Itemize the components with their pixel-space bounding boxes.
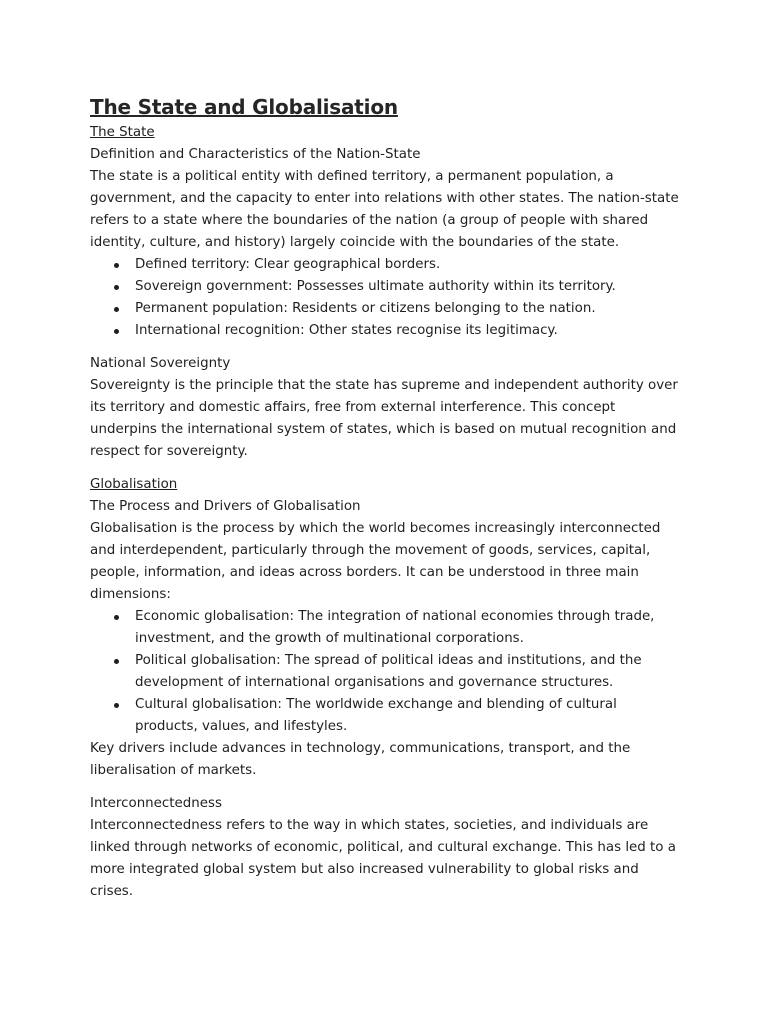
paragraph: Interconnectedness refers to the way in which states, societies, and individuals are linked through networks of economic, political, and cultural exchange. This has led to a more integrated global system but also increased vulnerability to global risks and crises. xyxy=(90,818,676,899)
bullet-item: Cultural globalisation: The worldwide exchange and blending of cultural products, values, and lifestyles. xyxy=(135,694,680,738)
spacer xyxy=(90,782,680,793)
section-heading: The State xyxy=(90,125,155,140)
subheading: The Process and Drivers of Globalisation xyxy=(90,499,361,514)
bullet-item: Permanent population: Residents or citizens belonging to the nation. xyxy=(135,298,680,320)
bullet-item: Defined territory: Clear geographical borders. xyxy=(135,254,680,276)
bullet-item: Sovereign government: Possesses ultimate authority within its territory. xyxy=(135,276,680,298)
section-the-state xyxy=(90,122,680,463)
subheading: Interconnectedness xyxy=(90,796,222,811)
paragraph: Sovereignty is the principle that the state has supreme and independent authority over its territory and domestic affairs, free from external interference. This concept underpins the international system of states, which is based on mutual recognition and respect for sovereignty. xyxy=(90,378,678,459)
paragraph: The state is a political entity with defined territory, a permanent population, a government, and the capacity to enter into relations with other states. The nation-state refers to a state where the boundaries of the nation (a group of people with shared identity, culture, and history) largely coincide with the boundaries of the state. xyxy=(90,169,679,250)
section-globalisation xyxy=(90,474,680,903)
spacer xyxy=(90,463,680,474)
paragraph: Globalisation is the process by which the world becomes increasingly interconnected and interdependent, particularly through the movement of goods, services, capital, people, information, and ideas across borders. It can be understood in three main dimensions: xyxy=(90,521,661,602)
document-title: The State and Globalisation xyxy=(90,95,398,119)
subheading: Definition and Characteristics of the Nation-State xyxy=(90,147,421,162)
bullet-list xyxy=(90,254,680,342)
bullet-list xyxy=(90,606,680,738)
subheading: National Sovereignty xyxy=(90,356,231,371)
bullet-item: Political globalisation: The spread of political ideas and institutions, and the development of international organisations and governance structures. xyxy=(135,650,680,694)
section-heading: Globalisation xyxy=(90,477,178,492)
bullet-item: Economic globalisation: The integration of national economies through trade, investment, and the growth of multinational corporations. xyxy=(135,606,680,650)
bullet-item: International recognition: Other states recognise its legitimacy. xyxy=(135,320,680,342)
paragraph: Key drivers include advances in technology, communications, transport, and the liberalisation of markets. xyxy=(90,741,631,778)
document-page xyxy=(90,94,680,903)
